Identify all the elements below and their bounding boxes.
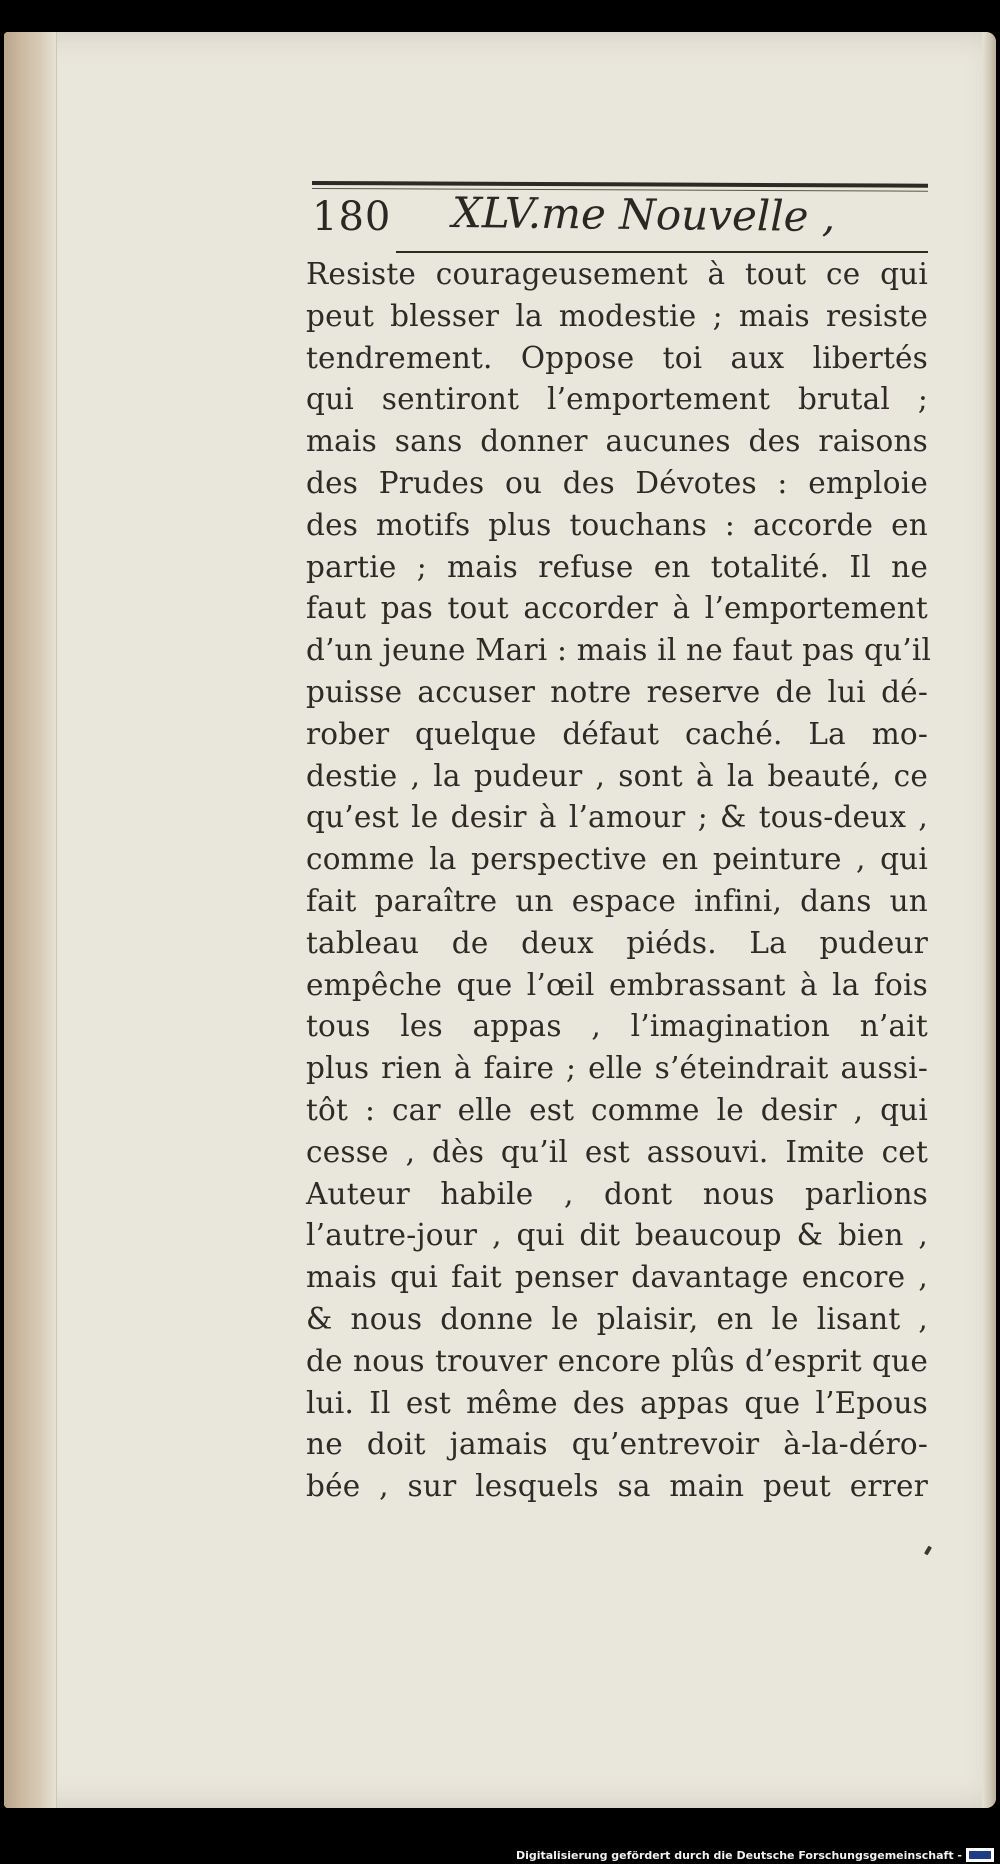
running-head [312,188,928,248]
text-line: lui. Il est même des appas que l’Epous [306,1385,928,1420]
text-line: Auteur habile , dont nous parlions [306,1176,928,1211]
text-line: de nous trouver encore plûs d’esprit que [306,1343,928,1378]
text-line: empêche que l’œil embrassant à la fois [306,967,928,1002]
running-title: XLV.me Nouvelle , [451,188,836,242]
funding-credit [516,1848,994,1862]
text-line: peut blesser la modestie ; mais resiste [306,298,928,333]
text-line: qu’est le desir à l’amour ; & tous-deux , [306,800,928,835]
text-line: d’un jeune Mari : mais il ne faut pas qu’il [306,633,932,668]
text-line: tendrement. Oppose toi aux libertés [306,340,928,375]
text-line: tableau de deux piéds. La pudeur [306,925,928,960]
text-line: faut pas tout accorder à l’emportement [306,591,928,626]
page-gutter [4,32,57,1808]
text-line: rober quelque défaut caché. La mo- [306,716,928,751]
text-line: des motifs plus touchans : accorde en [306,507,928,542]
text-line: mais sans donner aucunes des raisons [306,424,928,459]
text-line: ne doit jamais qu’entrevoir à-la-déro- [306,1427,928,1462]
text-line: mais qui fait penser davantage encore , [306,1260,928,1295]
funding-credit-text: Digitalisierung gefördert durch die Deutsche Forschungsgemeinschaft - [515,1848,962,1862]
body-text [306,254,932,1508]
text-line: cesse , dès qu’il est assouvi. Imite cet [306,1134,928,1169]
text-line: fait paraître un espace infini, dans un [306,883,928,918]
head-rule-bottom [396,251,928,253]
text-line: tous les appas , l’imagination n’ait [306,1009,928,1044]
text-line: plus rien à faire ; elle s’éteindrait aussi- [306,1051,928,1086]
dfg-logo-icon [966,1848,994,1862]
text-line: comme la perspective en peinture , qui [306,842,928,877]
text-line: des Prudes ou des Dévotes : emploie [306,465,928,500]
text-line: l’autre-jour , qui dit beaucoup & bien , [306,1218,928,1253]
text-line: bée , sur lesquels sa main peut errer [306,1469,928,1504]
text-line: Resiste courageusement à tout ce qui [306,257,928,291]
text-line: tôt : car elle est comme le desir , qui [306,1092,928,1127]
text-line: & nous donne le plaisir, en le lisant , [306,1301,928,1336]
page-number: 180 [312,194,392,240]
text-line: qui sentiront l’emportement brutal ; [306,382,928,417]
text-line: destie , la pudeur , sont à la beauté, ce [306,758,928,793]
page-fore-edge [982,32,996,1808]
text-line: puisse accuser notre reserve de lui dé- [306,674,928,709]
text-line: partie ; mais refuse en totalité. Il ne [306,549,928,584]
